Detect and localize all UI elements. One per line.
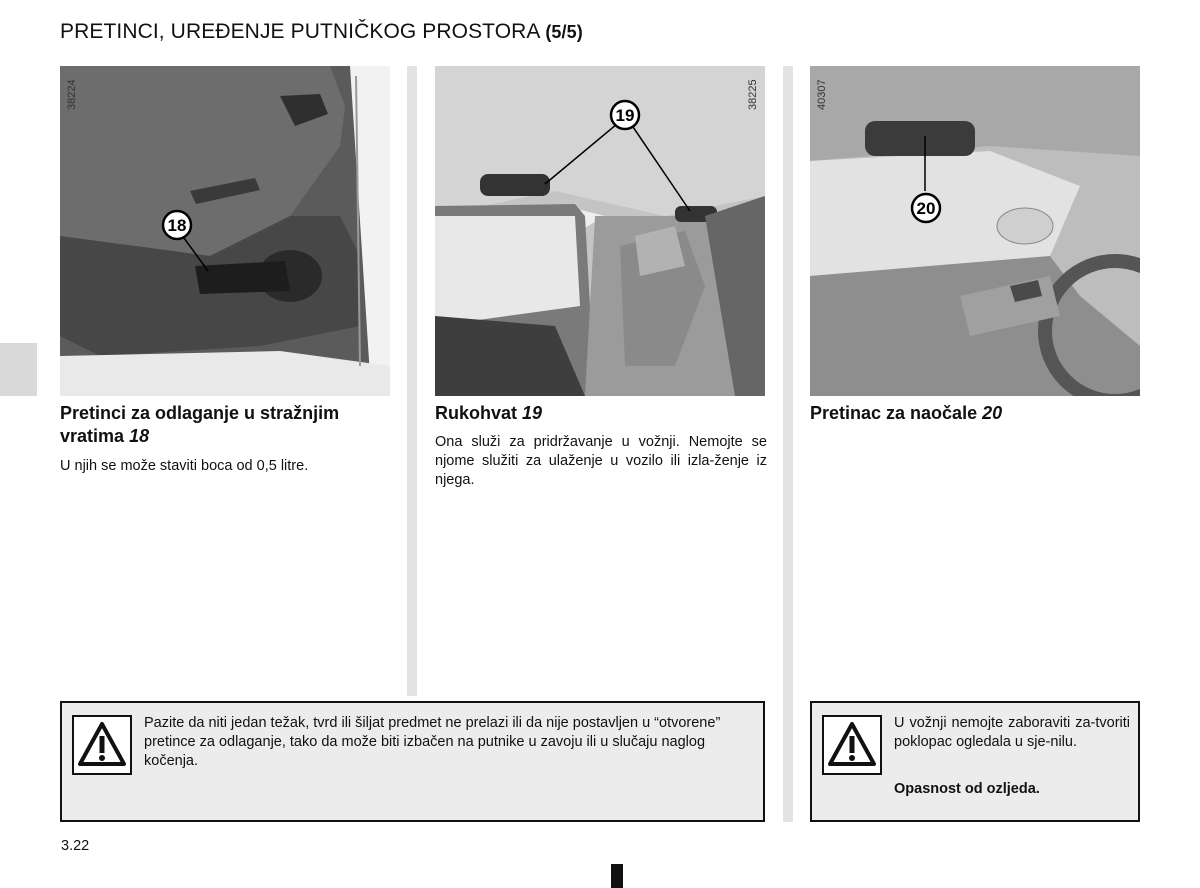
- warning-box: [60, 701, 765, 822]
- section-heading: [435, 402, 765, 425]
- warning-box: [810, 701, 1140, 822]
- section-heading: [60, 402, 395, 448]
- warning-triangle-icon: [72, 715, 132, 775]
- sunglasses-holder-photo: [810, 66, 1140, 396]
- warning-text: U vožnji nemojte zaboraviti za-tvoriti poklopac ogledala u sje-nilu.: [894, 715, 1130, 750]
- rear-door-pocket-photo: [60, 66, 390, 396]
- section-body-text: U njih se može staviti boca od 0,5 litre.: [60, 458, 309, 474]
- callout-number: 20: [916, 199, 936, 218]
- page-title-suffix: (5/5): [545, 22, 583, 42]
- section-heading-text: Pretinci za odlaganje u stražnjim vratima: [60, 403, 340, 446]
- callout-circle: [909, 191, 943, 225]
- chapter-side-tab: [0, 343, 37, 396]
- warning-triangle-icon: [822, 715, 882, 775]
- section-heading-ref: 19: [522, 403, 543, 423]
- section-heading-text: Pretinac za naočale: [810, 403, 978, 423]
- section-heading-text: Rukohvat: [435, 403, 518, 423]
- section-heading-ref: 20: [982, 403, 1003, 423]
- section-heading: [810, 402, 1140, 425]
- warning-text: Pazite da niti jedan težak, tvrd ili šiljat predmet ne prelazi ili da nije postavljen u “otvorene” pretince za odlaganje, tako da može biti izbačen na putnike u zavoju ili u slučaju naglog kočenja.: [144, 715, 721, 769]
- page-title-text: PRETINCI, UREĐENJE PUTNIČKOG PROSTORA: [60, 20, 540, 43]
- warning-emphasis: Opasnost od ozljeda.: [894, 781, 1040, 797]
- page-edge-marker: [611, 864, 623, 888]
- column-divider-2: [783, 66, 793, 822]
- callout-circle: [608, 98, 642, 132]
- callout-leader-line: [810, 66, 1140, 396]
- page-number: 3.22: [61, 838, 90, 854]
- section-body-text: Ona služi za pridržavanje u vožnji. Nemojte se njome služiti za ulaženje u vozilo ili izla-ženje iz njega.: [435, 434, 767, 488]
- grab-handle-photo: [435, 66, 765, 396]
- column-divider-1: [407, 66, 417, 696]
- image-code-label: 38225: [747, 79, 759, 110]
- callout-number: 19: [615, 106, 635, 125]
- page-title: [60, 20, 583, 44]
- section-heading-ref: 18: [129, 426, 150, 446]
- image-code-label: 40307: [816, 79, 828, 110]
- callout-leader-lines: [435, 66, 765, 396]
- callout-leader-line: [60, 66, 390, 396]
- callout-number: 18: [167, 216, 187, 235]
- image-code-label: 38224: [66, 79, 78, 110]
